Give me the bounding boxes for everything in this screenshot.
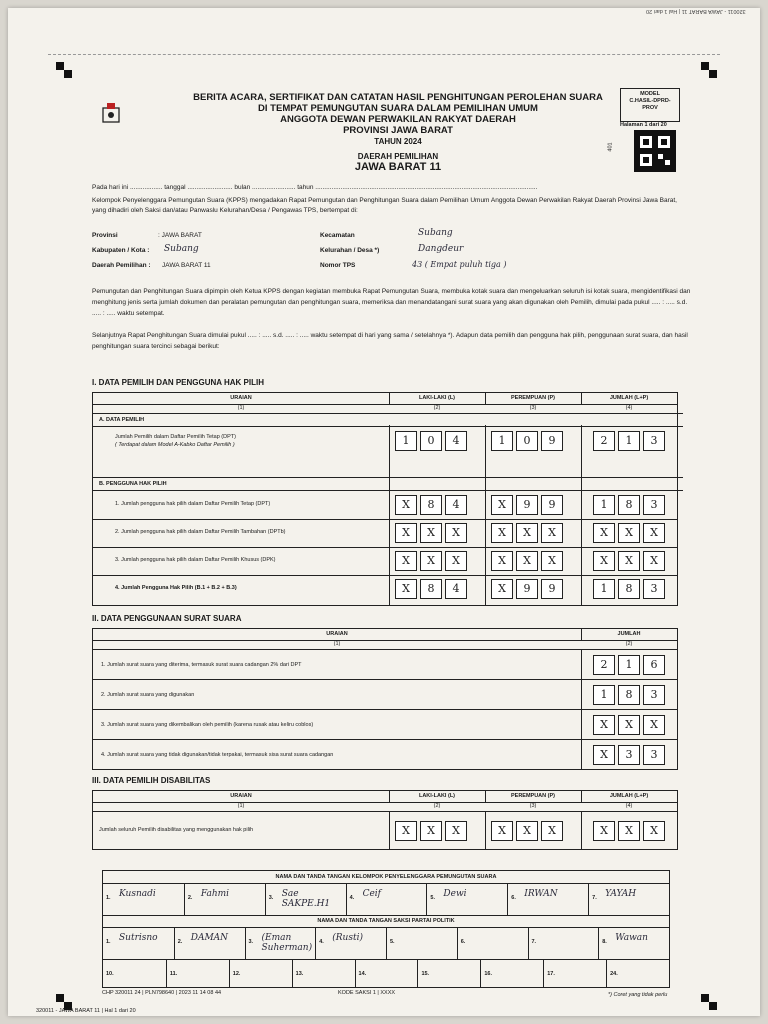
signature-number: 7. <box>592 895 597 901</box>
digit-box: X <box>593 551 615 571</box>
page-indicator: Halaman 1 dari 20 <box>620 122 667 128</box>
digit-box: X <box>420 551 442 571</box>
digit-box: X <box>445 821 467 841</box>
digit-box: 3 <box>643 495 665 515</box>
table-row <box>93 739 677 770</box>
signature-cell <box>480 959 544 987</box>
signature: YAYAH <box>605 889 637 899</box>
row-label: 2. Jumlah surat suara yang digunakan <box>101 692 195 698</box>
column-divider <box>485 425 486 605</box>
signature-number: 13. <box>295 971 304 977</box>
digit-box: 0 <box>516 431 538 451</box>
signature-number: 3. <box>248 939 254 945</box>
registration-mark <box>701 62 709 70</box>
digit-box: X <box>593 715 615 735</box>
form-code: 401 <box>607 142 614 152</box>
column-divider <box>581 649 582 769</box>
digit-box: X <box>491 495 513 515</box>
document-title: BERITA ACARA, SERTIFIKAT DAN CATATAN HASIL PENGHITUNGAN PEROLEHAN SUARA DI TEMPAT PEMUNGUTAN SUARA DALAM PEMILIHAN UMUM ANGGOTA DEWAN PERWAKILAN RAKYAT DAERAH PROVINSI JAWA BARAT TAHUN 2024 DAERAH PEMILIHAN JAWA BARAT 11 <box>193 92 603 173</box>
digit-box: X <box>643 551 665 571</box>
table-row <box>93 547 677 576</box>
column-divider <box>581 425 582 605</box>
signature-cell <box>457 927 529 959</box>
digit-box: X <box>618 715 640 735</box>
signature: Sae SAKPE.H1 <box>281 889 331 909</box>
table-row <box>93 491 677 520</box>
signature-cell <box>103 883 184 915</box>
signature-number: 1. <box>106 895 111 901</box>
top-strip-text: 320011 - JAWA BARAT 11 | Hal 1 dari 20 <box>646 8 746 14</box>
row-label: 2. Jumlah pengguna hak pilih dalam Daftar Pemilih Tambahan (DPTb) <box>115 529 286 535</box>
digit-box: 1 <box>593 495 615 515</box>
signature-number: 4. <box>319 939 324 945</box>
signature-cell <box>229 959 293 987</box>
signature-cell <box>103 927 174 959</box>
digit-box: X <box>395 551 417 571</box>
signature-cell <box>417 959 481 987</box>
signature-number: 2. <box>187 895 193 901</box>
signature-cell <box>292 959 356 987</box>
paragraph-3: Selanjutnya Rapat Penghitungan Suara dimulai pukul ..... : ..... s.d. ..... : ..... waktu setempat di hari yang sama / setelahnya *). Adapun data pemilih dan pengguna hak pilih, penggunaan surat suara, dan hasil penghitungan suara tercinci sebagai berikut: <box>92 332 688 350</box>
signature-number: 1. <box>106 939 111 945</box>
column-divider <box>485 811 486 849</box>
table-row <box>93 519 677 548</box>
digit-box: 3 <box>643 745 665 765</box>
registration-mark <box>709 70 717 78</box>
intro-paragraph: Kelompok Penyelenggara Pemungutan Suara (KPPS) mengadakan Rapat Pemungutan dan Penghitungan Suara dalam Pemilihan Umum Anggota Dewan Perwakilan Rakyat Daerah Provinsi Jawa Barat, yang dihadiri oleh Saksi dan/atau Panwaslu Kelurahan/Desa / Pengawas TPS, bertempat di: <box>92 197 677 214</box>
digit-box: 8 <box>618 579 640 599</box>
signature: DAMAN <box>190 933 229 943</box>
signature-table: NAMA DAN TANDA TANGAN KELOMPOK PENYELENGGARA PEMUNGUTAN SUARA 1. Kusnadi 2. Fahmi 3. Sae SAKPE.H1 4. Ceif 5. Dewi 6. IRWAN 7. YAYAH NAMA DAN TANDA TANGAN SAKSI PARTAI POLITIK 1. Sutrisno 2. DAMAN 3. (Eman Suherman) 4. (Rusti) 5. 6. 7. 8. Wawan 10. 11. 12. 13. 14. 15. 16. 17. 24. <box>102 870 670 988</box>
signature-number: 14. <box>358 971 367 977</box>
digit-box: X <box>491 523 513 543</box>
model-box: MODEL C.HASIL-DPRD- PROV <box>620 88 680 122</box>
signature-cell <box>543 959 607 987</box>
signature-number: 4. <box>349 895 355 901</box>
row-label: 3. Jumlah surat suara yang dikembalikan oleh pemilih (karena rusak atau keliru coblos) <box>101 722 314 728</box>
signature-number: 3. <box>268 895 274 901</box>
digit-box: 0 <box>420 431 442 451</box>
digit-box: X <box>643 715 665 735</box>
digit-box: X <box>618 821 640 841</box>
digit-box: X <box>593 523 615 543</box>
signature: Sutrisno <box>119 933 158 943</box>
digit-box: 1 <box>618 431 640 451</box>
digit-box: X <box>516 551 538 571</box>
qr-code <box>634 130 676 172</box>
digit-box: X <box>395 495 417 515</box>
digit-box: 9 <box>541 495 563 515</box>
footer-note: *) Coret yang tidak perlu <box>608 992 668 998</box>
section-2-table: URAIAN JUMLAH (1) (2) 1. Jumlah surat suara yang diterima, termasuk surat suara cadangan 2% dari DPT 2 1 6 2. Jumlah surat suara yang digunakan 1 8 3 3. Jumlah surat suara yang dikembalikan oleh pemilih (karena rusak atau keliru coblos) X X X 4. Jumlah surat suara yang tidak digunakan/tidak terpakai, termasuk sisa surat suara cadangan X 3 3 <box>92 628 678 770</box>
section-2-title: II. DATA PENGGUNAAN SURAT SUARA <box>92 614 242 623</box>
digit-box: X <box>420 821 442 841</box>
digit-box: X <box>618 551 640 571</box>
signature-number: 24. <box>610 971 618 977</box>
signature-number: 5. <box>430 895 436 901</box>
signature-cell <box>598 927 670 959</box>
signature-number: 17. <box>547 971 555 977</box>
document-sheet <box>8 8 760 1016</box>
digit-box: X <box>445 551 467 571</box>
row-label: 4. Jumlah Pengguna Hak Pilih (B.1 + B.2 + B.3) <box>115 585 237 591</box>
digit-box: X <box>491 551 513 571</box>
signature-cell <box>355 959 419 987</box>
registration-mark <box>56 62 64 70</box>
row-label: 4. Jumlah surat suara yang tidak digunakan/tidak terpakai, termasuk sisa surat suara cadangan <box>101 752 334 758</box>
signature-cell <box>265 883 347 915</box>
digit-box: X <box>491 579 513 599</box>
signature-number: 7. <box>531 939 537 945</box>
digit-box: 3 <box>643 431 665 451</box>
digit-box: X <box>395 523 417 543</box>
digit-box: X <box>445 523 467 543</box>
digit-box: X <box>491 821 513 841</box>
digit-box: X <box>541 821 563 841</box>
signature-cell <box>346 883 428 915</box>
digit-box: 3 <box>643 579 665 599</box>
digit-box: 2 <box>593 655 615 675</box>
signature: Wawan <box>615 933 648 943</box>
footer-left: CHP 320011 24 | PLN798640 | 2023 11 14 08 44 <box>102 990 222 996</box>
section-1-title: I. DATA PEMILIH DAN PENGGUNA HAK PILIH <box>92 378 264 387</box>
digit-box: 1 <box>593 579 615 599</box>
digit-box: 3 <box>618 745 640 765</box>
signature-cell <box>103 959 166 987</box>
bottom-strip-text: 320011 - JAWA BARAT 11 | Hal 1 dari 20 <box>36 1008 136 1014</box>
location-block: Provinsi : JAWA BARAT Kabupaten / Kota : Subang Daerah Pemilihan : JAWA BARAT 11 Kecamatan Subang Kelurahan / Desa *) Dangdeur Nomor TPS 43 ( Empat puluh tiga ) <box>92 228 507 269</box>
section-3-title: III. DATA PEMILIH DISABILITAS <box>92 776 211 785</box>
signature: Dewi <box>443 889 467 899</box>
digit-box: 9 <box>516 495 538 515</box>
digit-box: X <box>516 523 538 543</box>
section-3-table: URAIAN LAKI-LAKI (L) PEREMPUAN (P) JUMLAH (L+P) (1) (2) (3) (4) Jumlah seluruh Pemilih disabilitas yang menggunakan hak pilih X X X X X X X X X <box>92 790 678 850</box>
digit-box: X <box>593 821 615 841</box>
digit-box: 4 <box>445 579 467 599</box>
digit-box: X <box>643 523 665 543</box>
signature-number: 15. <box>421 971 430 977</box>
digit-box: 9 <box>516 579 538 599</box>
digit-box: 2 <box>593 431 615 451</box>
signature-number: 12. <box>232 971 241 977</box>
row-label: 1. Jumlah pengguna hak pilih dalam Daftar Pemilih Tetap (DPT) <box>115 501 271 507</box>
date-line: Pada hari ini .................. tanggal ......................... bulan ........................ tahun ........................................................................................................................... <box>92 184 538 191</box>
table-row <box>93 679 677 710</box>
digit-box: X <box>395 579 417 599</box>
signature-number: 8. <box>602 939 607 945</box>
digit-box: X <box>541 523 563 543</box>
table-row <box>93 575 677 603</box>
signature-cell <box>174 927 246 959</box>
signature: Fahmi <box>200 889 230 899</box>
signature-number: 16. <box>484 971 492 977</box>
signature-cell <box>588 883 670 915</box>
signature: (Eman Suherman) <box>261 933 313 953</box>
section-1-table: URAIAN LAKI-LAKI (L) PEREMPUAN (P) JUMLAH (L+P) (1) (2) (3) (4) A. DATA PEMILIH Jumlah Pemilih dalam Daftar Pemilih Tetap (DPT) ( Terdapat dalam Model A-Kabko Daftar Pemilih ) 1 0 4 1 0 9 2 1 3 B. PENGGUNA HAK PILIH 1. Jumlah pengguna hak pilih dalam Daftar Pemilih Tetap (DPT) X 8 4 X 9 9 1 8 3 2. Jumlah pengguna hak pilih dalam Daftar Pemilih Tambahan (DPTb) X X X X X X X X X 3. Jumlah pengguna hak pilih dalam Daftar Pemilih Khusus (DPK) X X X X X X X X X 4. Jumlah Pengguna Hak Pilih (B.1 + B.2 + B.3) X 8 4 X 9 9 1 8 3 <box>92 392 678 606</box>
digit-box: 1 <box>491 431 513 451</box>
signature-cell <box>245 927 317 959</box>
column-divider <box>389 811 390 849</box>
signature-cell <box>528 927 600 959</box>
digit-box: X <box>516 821 538 841</box>
signature-number: 6. <box>511 895 516 901</box>
digit-box: X <box>395 821 417 841</box>
digit-box: 9 <box>541 431 563 451</box>
digit-box: X <box>420 523 442 543</box>
digit-box: 8 <box>618 685 640 705</box>
table-row <box>93 709 677 740</box>
signature-number: 5. <box>390 939 395 945</box>
signature-cell <box>606 959 670 987</box>
signature: IRWAN <box>524 889 558 899</box>
signature-number: 11. <box>169 971 178 977</box>
signature-cell <box>507 883 589 915</box>
table-row <box>93 649 677 680</box>
row-label: 1. Jumlah surat suara yang diterima, termasuk surat suara cadangan 2% dari DPT <box>101 662 302 668</box>
digit-box: 3 <box>643 685 665 705</box>
kpu-logo <box>100 100 122 126</box>
digit-box: 6 <box>643 655 665 675</box>
signature: Ceif <box>362 889 381 899</box>
registration-mark <box>56 994 64 1002</box>
registration-mark <box>64 70 72 78</box>
signature-cell <box>315 927 387 959</box>
digit-box: 8 <box>618 495 640 515</box>
fold-line <box>48 54 720 55</box>
signature-cell <box>426 883 508 915</box>
registration-mark <box>709 1002 717 1010</box>
registration-mark <box>701 994 709 1002</box>
digit-box: 4 <box>445 495 467 515</box>
signature-number: 2. <box>177 939 183 945</box>
digit-box: 1 <box>593 685 615 705</box>
row-label: 3. Jumlah pengguna hak pilih dalam Daftar Pemilih Khusus (DPK) <box>115 557 276 563</box>
column-divider <box>581 811 582 849</box>
digit-box: X <box>541 551 563 571</box>
column-divider <box>389 425 390 605</box>
digit-box: 9 <box>541 579 563 599</box>
digit-box: X <box>593 745 615 765</box>
signature: Kusnadi <box>119 889 156 899</box>
signature-cell <box>386 927 458 959</box>
signature-cell <box>184 883 266 915</box>
paragraph-2: Pemungutan dan Penghitungan Suara dipimpin oleh Ketua KPPS dengan kegiatan membuka Rapat Pemungutan Suara, membuka kotak suara dan mengeluarkan seluruh isi kotak suara, mengidentifikasi dan menghitung jenis serta jumlah dokumen dan peralatan pemungutan dan penghitungan suara, memeriksa dan menandatangani surat suara yang akan digunakan oleh Pemilih, dimulai pada pukul ..... : ..... s.d. ..... : ..... waktu setempat. <box>92 288 691 317</box>
signature-number: 10. <box>106 971 114 977</box>
signature-number: 6. <box>460 939 466 945</box>
digit-box: 8 <box>420 495 442 515</box>
digit-box: 8 <box>420 579 442 599</box>
signature: (Rusti) <box>332 933 363 943</box>
digit-box: 1 <box>618 655 640 675</box>
digit-box: X <box>618 523 640 543</box>
signature-cell <box>166 959 230 987</box>
footer-middle: KODE SAKSI 1 | XXXX <box>338 990 396 996</box>
digit-box: X <box>643 821 665 841</box>
digit-box: 4 <box>445 431 467 451</box>
digit-box: 1 <box>395 431 417 451</box>
